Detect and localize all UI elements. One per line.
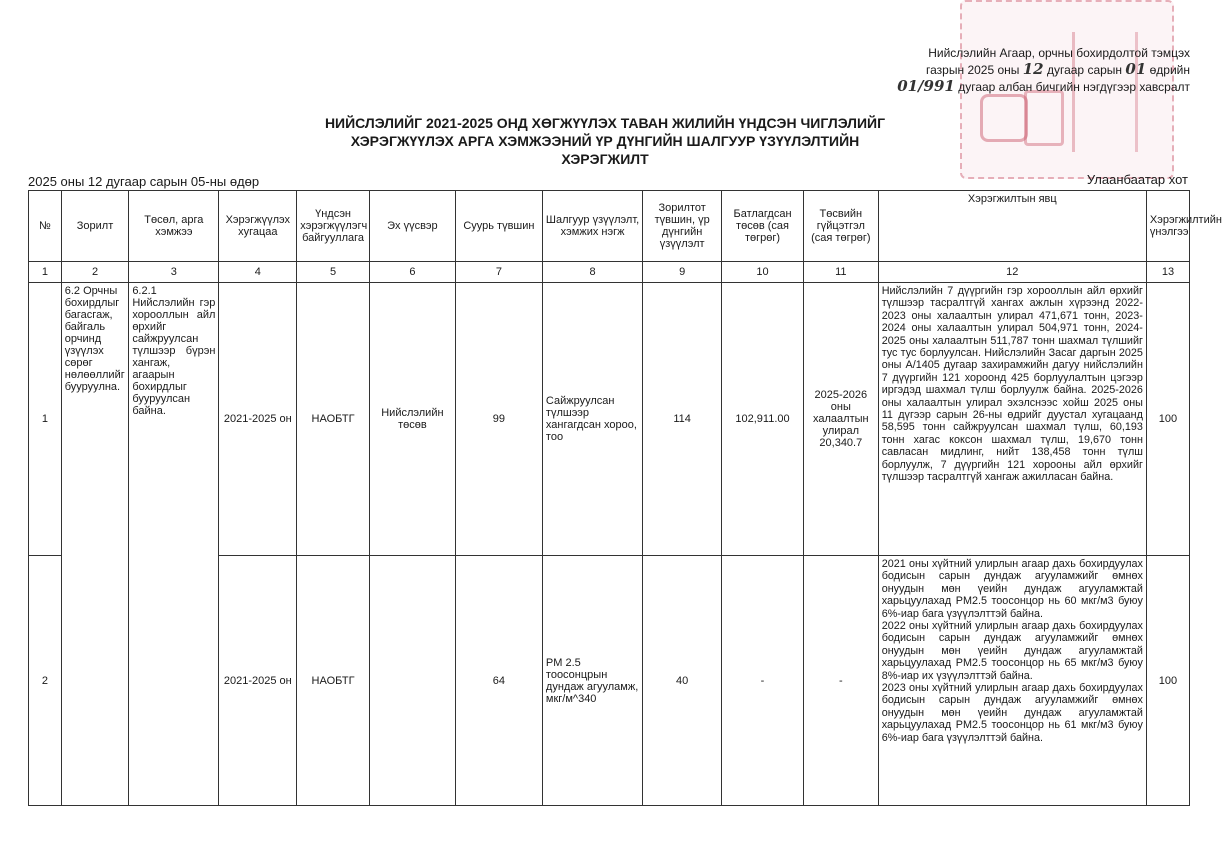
performance-cell: 2025-2026 оны халаалтын улирал 20,340.7 [803,283,878,556]
org-cell: НАОБТГ [297,556,370,806]
col-number: 8 [542,262,642,283]
col-header: Хэрэгжилтийн үнэлгээ [1146,191,1189,262]
row-number: 2 [29,556,62,806]
col-header: Суурь түвшин [455,191,542,262]
col-header: № [29,191,62,262]
col-number: 9 [643,262,722,283]
progress-cell: Нийслэлийн 7 дүүргийн гэр хорооллын айл өрхийг түлшээр тасралтгүй хангах ажлын хүрээнд 2022-2023 оны халаалтын улирал 471,671 тонн, 2023-2024 оны халаалтын улирал 504,971 тонн, 2024-2025 оны халаалтын 511,787 тонн шахмал түлшийг тус тус борлуулсан. Нийслэлийн Засаг даргын 2025 оны А/1405 дугаар захирамжийн дагуу нийслэлийн 7 дүүргийн 121 хороонд 425 борлуулалтын цэгээр иргэдэд шахмал түлш борлуулж байна. 2025-2026 оны халаалтын улирал эхэлснээс хойш 2025 оны 11 дүгээр сарын 26-ны өдрийг дуустал хугацаанд 58,595 тонн сайжруулсан шахмал түлш, 60,193 тонн хагас коксон шахмал түлш, 19,670 тонн савласан мидлинг, нийт 138,458 тонн түлш борлуулж, 7 дүүргийн 121 хорооны айл өрхийг түлшээр тасралтгүй хангаж ажилласан байна. [878,283,1146,556]
indicator-cell: Сайжруулсан түлшээр хангагдсан хороо, тоо [542,283,642,556]
col-number: 7 [455,262,542,283]
implementation-table [28,190,1222,806]
col-number: 1 [29,262,62,283]
col-header: Төсөл, арга хэмжээ [129,191,219,262]
col-number: 11 [803,262,878,283]
col-header: Батлагдсан төсөв (сая төгрөг) [722,191,804,262]
col-number: 13 [1146,262,1189,283]
budget-cell: 102,911.00 [722,283,804,556]
col-header: Үндсэн хэрэгжүүлэгч байгууллага [297,191,370,262]
target-cell: 40 [643,556,722,806]
score-cell: 100 [1146,556,1189,806]
seal-emblem-icon [1024,90,1064,146]
attachment-line-2: газрын 2025 оны 12 дугаар сарын 01 өдрийн [926,60,1190,78]
report-city: Улаанбаатар хот [1086,172,1188,187]
attachment-note [880,45,1190,95]
source-cell: Нийслэлийн төсөв [369,283,455,556]
period-cell: 2021-2025 он [219,283,297,556]
goal-cell: 6.2 Орчны бохирдлыг багасгаж, байгаль орчинд үзүүлэх сөрөг нөлөөллийг бууруулна. [61,283,129,806]
col-header: Шалгуур үзүүлэлт, хэмжих нэгж [542,191,642,262]
header-row [29,191,1190,262]
indicator-cell: PM 2.5 тоосонцрын дундаж агууламж, мкг/м^340 [542,556,642,806]
col-header: Эх үүсвэр [369,191,455,262]
measure-cell: 6.2.1 Нийслэлийн гэр хорооллын айл өрхийг сайжруулсан түлшээр бүрэн хангаж, агаарын бохирдлыг бууруулсан байна. [129,283,219,806]
org-cell: НАОБТГ [297,283,370,556]
col-number: 4 [219,262,297,283]
col-header: Зорилт [61,191,129,262]
document-title: НИЙСЛЭЛИЙГ 2021-2025 ОНД ХӨГЖҮҮЛЭХ ТАВАН ЖИЛИЙН ҮНДСЭН ЧИГЛЭЛИЙГ ХЭРЭГЖҮҮЛЭХ АРГА ХЭМЖЭЭНИЙ ҮР ДҮНГИЙН ШАЛГУУР ҮЗҮҮЛЭЛТИЙН ХЭРЭГЖИЛТ [324,115,886,167]
col-number: 5 [297,262,370,283]
table-row [29,283,1190,556]
handwritten-day: 01 [1125,60,1147,78]
report-date: 2025 оны 12 дугаар сарын 05-ны өдөр [28,174,260,189]
col-number: 3 [129,262,219,283]
col-number: 10 [722,262,804,283]
budget-cell: - [722,556,804,806]
col-number: 2 [61,262,129,283]
baseline-cell: 99 [455,283,542,556]
col-number: 12 [878,262,1146,283]
col-header: Хэрэгжүүлэх хугацаа [219,191,297,262]
progress-cell: 2021 оны хүйтний улирлын агаар дахь бохирдуулах бодисын сарын дундаж агууламжийг өмнөх онуудын мөн үеийн дундаж агууламжтай харьцуулахад PM2.5 тоосонцор нь 60 мкг/м3 буюу 6%-иар бага үзүүлэлттэй байна. 2022 оны хүйтний улирлын агаар дахь бохирдуулах бодисын сарын дундаж агууламжийг өмнөх онуудын мөн үеийн дундаж агууламжтай харьцуулахад PM2.5 тоосонцор нь 65 мкг/м3 буюу 8%-иар их үзүүлэлттэй байна. 2023 оны хүйтний улирлын агаар дахь бохирдуулах бодисын сарын дундаж агууламжийг өмнөх онуудын мөн үеийн дундаж агууламжтай харьцуулахад PM2.5 тоосонцор нь 61 мкг/м3 буюу 6%-иар бага үзүүлэлттэй байна. [878,556,1146,806]
handwritten-reg-number: 01/991 [897,77,955,95]
source-cell [369,556,455,806]
baseline-cell: 64 [455,556,542,806]
col-header: Төсвийн гүйцэтгэл (сая төгрөг) [803,191,878,262]
attachment-line-1: Нийслэлийн Агаар, орчны бохирдолтой тэмцэх [928,46,1190,60]
col-number: 6 [369,262,455,283]
performance-cell: - [803,556,878,806]
seal-mark-icon [980,94,1028,142]
handwritten-month: 12 [1022,60,1044,78]
row-number: 1 [29,283,62,556]
score-cell: 100 [1146,283,1189,556]
col-header: Зорилтот түвшин, үр дүнгийн үзүүлэлт [643,191,722,262]
target-cell: 114 [643,283,722,556]
period-cell: 2021-2025 он [219,556,297,806]
column-number-row [29,262,1190,283]
col-header: Хэрэгжилтын явц [878,191,1146,262]
attachment-line-3: 01/991 дугаар албан бичгийн нэгдүгээр хавсралт [897,77,1190,95]
